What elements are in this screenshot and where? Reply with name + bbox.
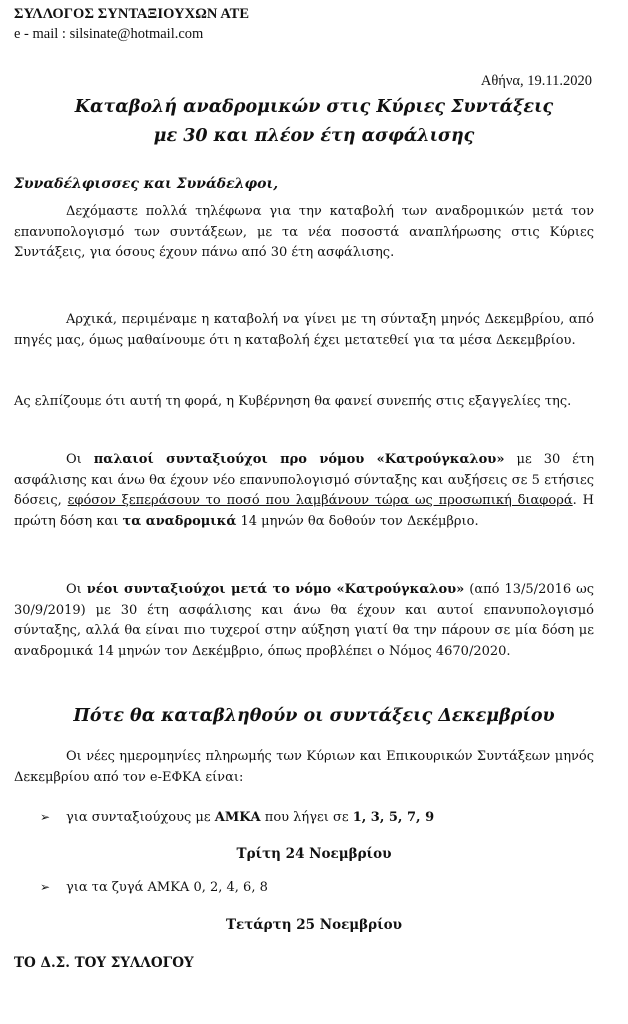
paragraph-calls: [14, 202, 594, 264]
paragraph-expected-payment-text: Αρχικά, περιμέναμε η καταβολή να γίνει με τη σύνταξη μηνός Δεκεμβρίου, από πηγές μας, όμως μαθαίνουμε ότι η καταβολή έχει μετατεθεί για τα μέσα Δεκεμβρίου.: [14, 312, 594, 348]
bullet-odd-pre: για συνταξιούχους με: [66, 810, 215, 825]
p4-s1: Οι: [66, 452, 94, 467]
p5-new-pensioners-bold: νέοι συνταξιούχοι μετά το νόμο «Κατρούγκαλου»: [86, 582, 465, 597]
salutation: Συναδέλφισσες και Συνάδελφοι,: [14, 176, 279, 192]
p5-s3: (από 13/5/2016 ως 30/9/2019) με 30 έτη ασφάλισης και άνω θα έχουν και αυτοί επανυπολογισμό σύνταξης, αλλά θα είναι πιο τυχεροί στην αύξηση γιατί θα την πάρουν σε μία δόση με αναδρομικά 14 μηνών τον Δεκέμβριο, όπως προβλέπει ο Νόμος 4670/2020.: [14, 582, 595, 659]
org-email: e - mail : silsinate@hotmail.com: [14, 26, 204, 42]
bullet-odd-amka: [40, 810, 434, 825]
bullet-odd-digits: 1, 3, 5, 7, 9: [352, 810, 435, 825]
p4-retroactive-bold: αναδρομικά: [145, 513, 237, 529]
p4-s8: 14 μηνών θα δοθούν τον Δεκέμβριο.: [236, 513, 479, 529]
payment-day-even: Τετάρτη 25 Νοεμβρίου: [225, 917, 403, 933]
bullet-odd-amka-bold: ΑΜΚΑ: [214, 810, 261, 825]
paragraph-new-pensioners: [14, 580, 594, 662]
paragraph-new-dates: [14, 747, 594, 788]
paragraph-old-pensioners: [14, 450, 594, 532]
p5-s1: Οι: [66, 582, 87, 597]
bullet-even-text: για τα ζυγά ΑΜΚΑ 0, 2, 4, 6, 8: [66, 880, 268, 895]
bullet-odd-mid: που λήγει σε: [260, 810, 353, 825]
title-line-2: με 30 και πλέον έτη ασφάλισης: [153, 126, 475, 146]
section-title-payment-dates: Πότε θα καταβληθούν οι συντάξεις Δεκεμβρίου: [73, 706, 555, 726]
arrow-bullet-icon: ➢: [40, 880, 51, 894]
p4-s5: . Η πρώτη δόση και: [14, 493, 594, 529]
paragraph-calls-text: Δεχόμαστε πολλά τηλέφωνα για την καταβολή των αναδρομικών μετά τον επανυπολογισμό των συντάξεων, με τα νέα ποσοστά αναπλήρωσης στις Κύριες Συντάξεις, για όσους έχουν πάνω από 30 έτη ασφάλισης.: [14, 204, 594, 260]
paragraph-new-dates-text: Οι νέες ημερομηνίες πληρωμής των Κύριων και Επικουρικών Συντάξεων μηνός Δεκεμβρίου από τον e-ΕΦΚΑ είναι:: [14, 749, 594, 785]
org-name: ΣΥΛΛΟΓΟΣ ΣΥΝΤΑΞΙΟΥΧΩΝ ΑΤΕ: [14, 6, 250, 22]
paragraph-hope-text: Ας ελπίζουμε ότι αυτή τη φορά, η Κυβέρνηση θα φανεί συνεπής στις εξαγγελίες της.: [14, 394, 572, 409]
signature: ΤΟ Δ.Σ. ΤΟΥ ΣΥΛΛΟΓΟΥ: [14, 955, 194, 971]
document-title: [0, 93, 628, 151]
bullet-even-amka: [40, 880, 268, 895]
document-date: Αθήνα, 19.11.2020: [480, 73, 592, 89]
title-line-1: Καταβολή αναδρομικών στις Κύριες Συντάξεις: [74, 97, 554, 117]
payment-day-odd: Τρίτη 24 Νοεμβρίου: [236, 846, 392, 862]
arrow-bullet-icon: ➢: [40, 810, 51, 824]
p4-old-pensioners-bold: παλαιοί συνταξιούχοι προ νόμου «Κατρούγκαλου»: [93, 452, 505, 467]
p4-s6: τα: [122, 513, 146, 529]
p4-condition-underlined: εφόσον ξεπεράσουν το ποσό που λαμβάνουν τώρα ως προσωπική διαφορά: [67, 493, 573, 508]
p4-s3: με 30 έτη ασφάλισης και άνω θα έχουν νέο επανυπολογισμό σύνταξης και αυξήσεις σε 5 ετήσιες δόσεις,: [14, 452, 595, 508]
paragraph-hope: [14, 392, 594, 413]
paragraph-expected-payment: [14, 310, 594, 351]
